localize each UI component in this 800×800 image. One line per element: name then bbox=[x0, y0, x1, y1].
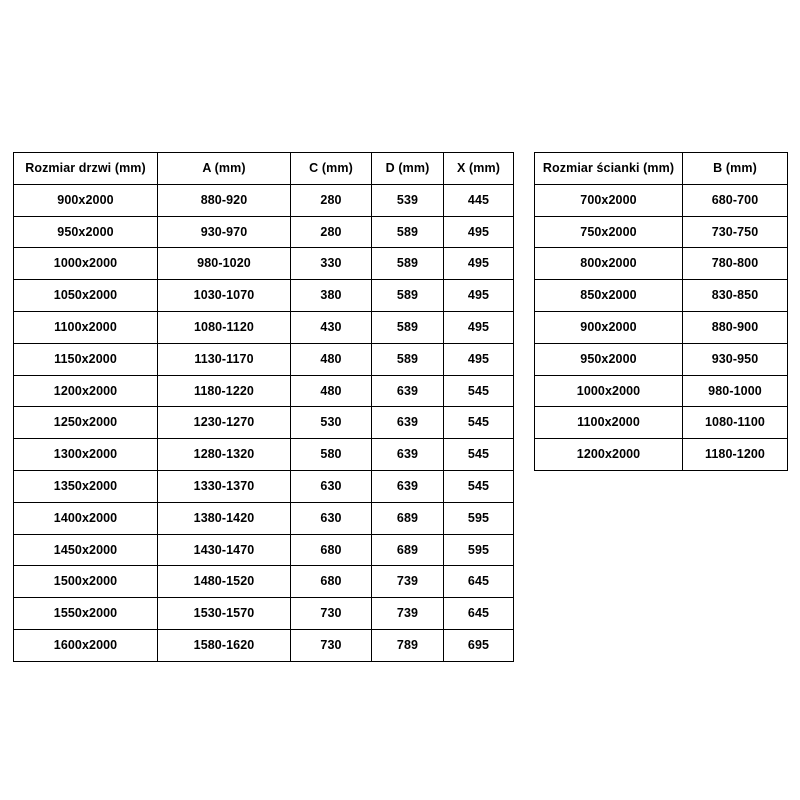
table-cell: 545 bbox=[444, 470, 514, 502]
table-cell: 545 bbox=[444, 439, 514, 471]
table-cell: 1180-1220 bbox=[158, 375, 291, 407]
table-cell: 789 bbox=[372, 629, 444, 661]
table-cell: 930-970 bbox=[158, 216, 291, 248]
table-row bbox=[14, 280, 514, 312]
table-cell: 1100x2000 bbox=[535, 407, 683, 439]
table-row bbox=[14, 311, 514, 343]
table-cell: 1300x2000 bbox=[14, 439, 158, 471]
table-row bbox=[14, 470, 514, 502]
table-row bbox=[535, 407, 788, 439]
table-row bbox=[535, 311, 788, 343]
table-cell: 1200x2000 bbox=[535, 439, 683, 471]
table-cell: 580 bbox=[291, 439, 372, 471]
table-cell: 480 bbox=[291, 375, 372, 407]
table-cell: 639 bbox=[372, 470, 444, 502]
table-cell: 589 bbox=[372, 216, 444, 248]
table-row bbox=[14, 248, 514, 280]
table-cell: 539 bbox=[372, 184, 444, 216]
column-header: B (mm) bbox=[683, 153, 788, 185]
table-cell: 545 bbox=[444, 407, 514, 439]
table-row bbox=[14, 598, 514, 630]
table-row bbox=[535, 280, 788, 312]
table-cell: 589 bbox=[372, 248, 444, 280]
table-cell: 1080-1100 bbox=[683, 407, 788, 439]
table-header-row bbox=[535, 153, 788, 185]
table-cell: 1450x2000 bbox=[14, 534, 158, 566]
table-cell: 1130-1170 bbox=[158, 343, 291, 375]
table-cell: 1330-1370 bbox=[158, 470, 291, 502]
table-cell: 445 bbox=[444, 184, 514, 216]
table-cell: 1500x2000 bbox=[14, 566, 158, 598]
table-cell: 530 bbox=[291, 407, 372, 439]
table-cell: 739 bbox=[372, 566, 444, 598]
column-header: Rozmiar drzwi (mm) bbox=[14, 153, 158, 185]
table-cell: 980-1020 bbox=[158, 248, 291, 280]
table-cell: 700x2000 bbox=[535, 184, 683, 216]
table-cell: 495 bbox=[444, 343, 514, 375]
table-row bbox=[535, 248, 788, 280]
table-cell: 1080-1120 bbox=[158, 311, 291, 343]
table-cell: 1350x2000 bbox=[14, 470, 158, 502]
table-cell: 380 bbox=[291, 280, 372, 312]
table-row bbox=[535, 439, 788, 471]
table-cell: 980-1000 bbox=[683, 375, 788, 407]
table-row bbox=[14, 375, 514, 407]
table-cell: 639 bbox=[372, 439, 444, 471]
table-cell: 900x2000 bbox=[14, 184, 158, 216]
wall-size-table bbox=[534, 152, 788, 471]
column-header: X (mm) bbox=[444, 153, 514, 185]
column-header: Rozmiar ścianki (mm) bbox=[535, 153, 683, 185]
table-row bbox=[535, 375, 788, 407]
table-cell: 680 bbox=[291, 534, 372, 566]
table-row bbox=[14, 566, 514, 598]
table-cell: 739 bbox=[372, 598, 444, 630]
table-cell: 950x2000 bbox=[535, 343, 683, 375]
table-cell: 1430-1470 bbox=[158, 534, 291, 566]
table-cell: 730 bbox=[291, 598, 372, 630]
table-cell: 930-950 bbox=[683, 343, 788, 375]
table-row bbox=[14, 629, 514, 661]
table-row bbox=[535, 184, 788, 216]
table-cell: 689 bbox=[372, 502, 444, 534]
table-cell: 1250x2000 bbox=[14, 407, 158, 439]
table-cell: 595 bbox=[444, 502, 514, 534]
table-cell: 280 bbox=[291, 216, 372, 248]
column-header: A (mm) bbox=[158, 153, 291, 185]
table-row bbox=[14, 407, 514, 439]
table-cell: 780-800 bbox=[683, 248, 788, 280]
table-cell: 595 bbox=[444, 534, 514, 566]
table-cell: 850x2000 bbox=[535, 280, 683, 312]
table-cell: 1530-1570 bbox=[158, 598, 291, 630]
table-cell: 1030-1070 bbox=[158, 280, 291, 312]
table-cell: 645 bbox=[444, 598, 514, 630]
table-cell: 1000x2000 bbox=[14, 248, 158, 280]
table-cell: 1550x2000 bbox=[14, 598, 158, 630]
table-cell: 545 bbox=[444, 375, 514, 407]
table-cell: 630 bbox=[291, 470, 372, 502]
table-row bbox=[14, 502, 514, 534]
table-cell: 639 bbox=[372, 375, 444, 407]
table-cell: 495 bbox=[444, 280, 514, 312]
table-cell: 880-900 bbox=[683, 311, 788, 343]
table-cell: 880-920 bbox=[158, 184, 291, 216]
table-cell: 950x2000 bbox=[14, 216, 158, 248]
table-cell: 730-750 bbox=[683, 216, 788, 248]
table-cell: 800x2000 bbox=[535, 248, 683, 280]
table-cell: 730 bbox=[291, 629, 372, 661]
table-cell: 1100x2000 bbox=[14, 311, 158, 343]
table-cell: 1580-1620 bbox=[158, 629, 291, 661]
table-row bbox=[14, 216, 514, 248]
table-cell: 430 bbox=[291, 311, 372, 343]
table-cell: 280 bbox=[291, 184, 372, 216]
table-cell: 830-850 bbox=[683, 280, 788, 312]
table-cell: 645 bbox=[444, 566, 514, 598]
table-cell: 680 bbox=[291, 566, 372, 598]
table-row bbox=[14, 343, 514, 375]
table-cell: 1200x2000 bbox=[14, 375, 158, 407]
column-header: C (mm) bbox=[291, 153, 372, 185]
table-cell: 1050x2000 bbox=[14, 280, 158, 312]
table-cell: 495 bbox=[444, 248, 514, 280]
table-cell: 1000x2000 bbox=[535, 375, 683, 407]
table-cell: 1480-1520 bbox=[158, 566, 291, 598]
table-row bbox=[535, 216, 788, 248]
table-cell: 695 bbox=[444, 629, 514, 661]
table-cell: 639 bbox=[372, 407, 444, 439]
table-header-row bbox=[14, 153, 514, 185]
table-cell: 589 bbox=[372, 343, 444, 375]
table-cell: 1600x2000 bbox=[14, 629, 158, 661]
door-size-table bbox=[13, 152, 514, 662]
table-row bbox=[14, 439, 514, 471]
table-cell: 495 bbox=[444, 311, 514, 343]
table-cell: 680-700 bbox=[683, 184, 788, 216]
table-cell: 1400x2000 bbox=[14, 502, 158, 534]
table-cell: 630 bbox=[291, 502, 372, 534]
table-cell: 750x2000 bbox=[535, 216, 683, 248]
table-cell: 589 bbox=[372, 311, 444, 343]
table-row bbox=[535, 343, 788, 375]
table-cell: 1150x2000 bbox=[14, 343, 158, 375]
table-cell: 480 bbox=[291, 343, 372, 375]
table-row bbox=[14, 184, 514, 216]
table-cell: 1180-1200 bbox=[683, 439, 788, 471]
column-header: D (mm) bbox=[372, 153, 444, 185]
table-cell: 900x2000 bbox=[535, 311, 683, 343]
table-cell: 1230-1270 bbox=[158, 407, 291, 439]
table-cell: 689 bbox=[372, 534, 444, 566]
table-cell: 589 bbox=[372, 280, 444, 312]
table-cell: 495 bbox=[444, 216, 514, 248]
table-cell: 1280-1320 bbox=[158, 439, 291, 471]
table-cell: 1380-1420 bbox=[158, 502, 291, 534]
table-cell: 330 bbox=[291, 248, 372, 280]
table-row bbox=[14, 534, 514, 566]
